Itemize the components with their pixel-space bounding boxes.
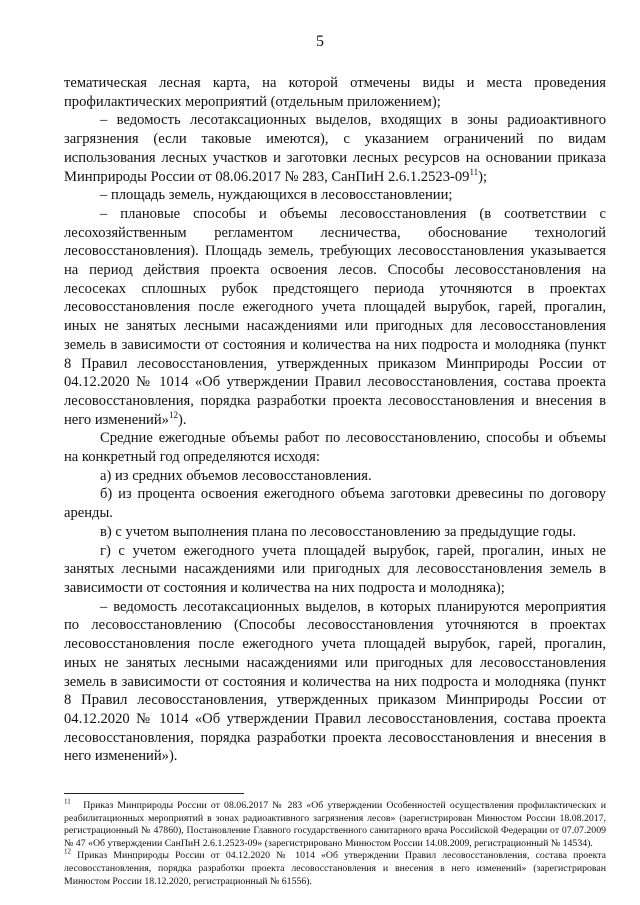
paragraph: – плановые способы и объемы лесовосстановления (в соответствии с лесохозяйственным регламентом лесничества, обоснование технологий лесовосстановления). Площадь земель, требующих лесовосстановления указывается на период действия проекта освоения лесов. Способы лесовосстановления на лесосеках сплошных рубок предстоящего периода уточняются в проектах лесовосстановления после ежегодного учета площадей вырубок, гарей, прогалин, иных не занятых лесными насаждениями или пригодных для лесовосстановления земель в зависимости от состояния и количества на них подроста и молодняка (пункт 8 Правил лесовосстановления, утвержденных приказом Минприроды России от 04.12.2020 № 1014 «Об утверждении Правил лесовосстановления, состава проекта лесовосстановления, порядка разработки проекта лесовосстановления и внесения в него изменений»$^{12}$). xyxy=(64,205,606,428)
footnote-mark: 12 xyxy=(64,848,71,857)
footnote-ref: 11 xyxy=(469,166,479,177)
paragraph: – ведомость лесотаксационных выделов, в которых планируются мероприятия по лесовосстановлению (Способы лесовосстановления уточняются в проектах лесовосстановления после ежегодного учета площадей вырубок, гарей, прогалин, иных не занятых лесными насаждениями или пригодных для лесовосстановления земель в зависимости от состояния и количества на них подроста и молодняка (пункт 8 Правил лесовосстановления, утвержденных приказом Минприроды России от 04.12.2020 № 1014 «Об утверждении Правил лесовосстановления, состава проекта лесовосстановления, порядка разработки проекта лесовосстановления и внесения в него изменений»). xyxy=(64,598,606,765)
footnotes xyxy=(64,797,606,888)
list-item: в) с учетом выполнения плана по лесовосстановлению за предыдущие годы. xyxy=(100,523,577,540)
footnote-ref: 12 xyxy=(168,409,178,420)
paragraph: Средние ежегодные объемы работ по лесовосстановлению, способы и объемы на конкретный год определяются исходя: xyxy=(64,430,606,466)
paragraph: – ведомость лесотаксационных выделов, входящих в зоны радиоактивного загрязнения (если таковые имеются), с указанием ограничений по видам использования лесных участков и заготовки лесных ресурсов на основании приказа Минприроды России от 08.06.2017 № 283, СанПиН $2.6.1.2523-09^{11}$); xyxy=(64,112,606,185)
footnote-mark: 11 xyxy=(64,797,71,806)
list-item: б) из процента освоения ежегодного объема заготовки древесины по договору аренды. xyxy=(64,486,606,522)
page-number: 5 xyxy=(316,33,324,50)
paragraph: тематическая лесная карта, на которой отмечены виды и места проведения профилактических мероприятий (отдельным приложением); xyxy=(64,75,606,110)
list-item: а) из средних объемов лесовосстановления. xyxy=(100,467,372,484)
footnote-divider xyxy=(64,793,244,794)
footnote: $^{12}$ Приказ Минприроды России от 04.12.2020 № 1014 «Об утверждении Правил лесовосстановления, состава проекта лесовосстановления, порядка разработки проекта лесовосстановления и внесения в него изменений» (зарегистрирован Минюстом России 18.12.2020, регистрационный № 61556). xyxy=(64,848,606,887)
document-body xyxy=(64,74,606,766)
paragraph: – площадь земель, нуждающихся в лесовосстановлении; xyxy=(100,187,453,204)
list-item: г) с учетом ежегодного учета площадей вырубок, гарей, прогалин, иных не занятых лесными насаждениями или пригодных для лесовосстановления земель в зависимости от состояния и количества на них подроста и молодняка); xyxy=(64,542,606,596)
footnote: $^{11}$ Приказ Минприроды России от 08.06.2017 № 283 «Об утверждении Особенностей осуществления профилактических и реабилитационных мероприятий в зонах радиоактивного загрязнения лесов» (зарегистрирован Минюстом России 18.08.2017, регистрационный № 47860), Постановление Главного государственного санитарного врача Российской Федерации от 07.07.2009 № 47 «Об утверждении СанПиН 2.6.1.2523-09» (зарегистрировано Минюстом России 14.08.2009, регистрационный № 14534). xyxy=(64,797,606,849)
